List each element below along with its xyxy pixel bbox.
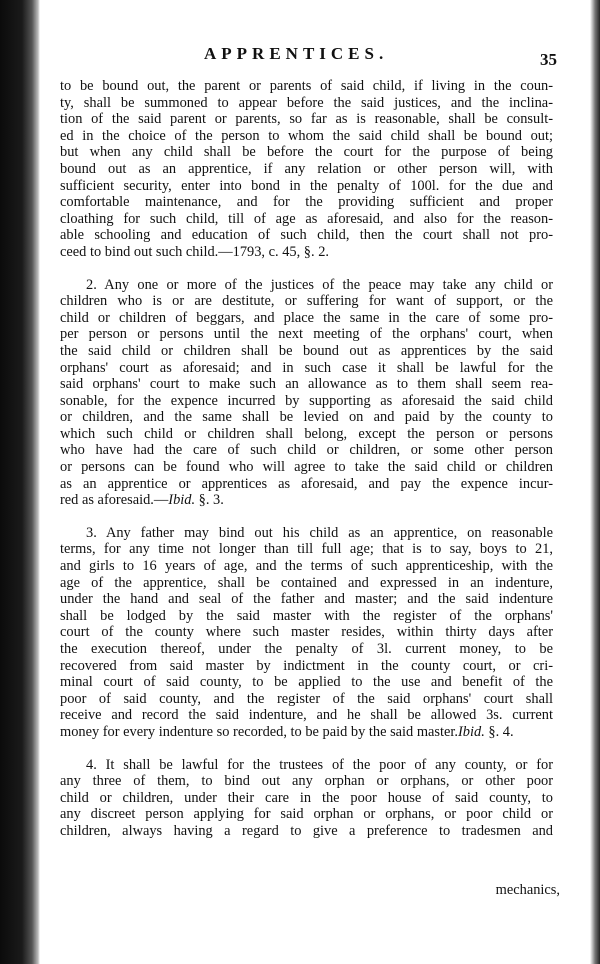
text-line: child or children, under their care in the poor house of said county, to [60,789,553,806]
page-right-shadow [590,0,600,964]
text-line: recovered from said master by indictment in the county court, or cri- [60,657,553,674]
text-line: the execution thereof, under the penalty of 3l. current money, to be [60,641,553,657]
text-line: or persons can be found who will agree to take the said child or children [60,459,553,476]
text-line: sufficient security, enter into bond in the penalty of 100l. for the due and [60,177,553,194]
text-line: under the hand and seal of the father and master; and the said indenture [60,591,553,608]
text-line: comfortable maintenance, and for the providing sufficient and proper [60,194,553,211]
text-line: who have had the care of such child or children, or some other person [60,442,553,459]
paragraph-4 [60,757,553,840]
body-text [60,78,553,856]
page-header [0,44,600,68]
text-line: minal court of said county, to be applied to the use and benefit of the [60,674,553,691]
text-line: poor of said county, and the register of the said orphans' court shall [60,690,553,707]
text-line: cloathing for such child, till of age as aforesaid, and also for the reason- [60,210,553,227]
citation-ibid: Ibid. [458,723,485,740]
text-line: age of the apprentice, shall be contained and expressed in an indenture, [60,574,553,591]
citation-section: §. 3. [195,492,224,509]
text-line: ty, shall be summoned to appear before the said justices, and the inclina- [60,94,553,111]
paragraph-3 [60,525,553,741]
paragraph-2 [60,277,553,509]
citation-section: §. 4. [484,723,514,740]
text-line: the said child or children shall be bound out as apprentices by the said [60,342,553,359]
text-line: said orphans' court to make such an allowance as to them shall seem rea- [60,376,553,393]
page-left-shadow [0,0,40,964]
text-line: or children, and the same shall be levied on and paid by the county to [60,409,553,426]
text-line: children who is or are destitute, or suffering for want of support, or the [60,293,553,310]
text-line: per person or persons until the next meeting of the orphans' court, when [60,326,553,343]
text-line: any three of them, to bind out any orphan or orphans, or other poor [60,773,553,790]
text-line: which such child or children shall belong, except the person or persons [60,425,553,442]
text-line: and girls to 16 years of age, and the terms of such apprenticeship, with the [60,558,553,575]
running-head: APPRENTICES. [204,44,389,63]
text-line: receive and record the said indenture, and he shall be allowed 3s. current [60,707,553,724]
text-line: to be bound out, the parent or parents of said child, if living in the coun- [60,78,553,94]
text-line: 4. It shall be lawful for the trustees of the poor of any county, or for [86,756,553,773]
text-line: ed in the choice of the person to whom the said child shall be bound out; [60,127,553,144]
text-line: red as aforesaid.—Ibid. §. 3. [60,492,224,509]
text-line: court of the county where such master resides, within thirty days after [60,624,553,641]
text-line: but when any child shall be before the court for the purpose of being [60,144,553,161]
text-line: ceed to bind out such child.—1793, c. 45, §. 2. [60,243,329,260]
text-line: able schooling and education of such child, then the court shall not pro- [60,227,553,244]
text-line: as an apprentice or apprentices as aforesaid, and pay the expence incur- [60,475,553,492]
text-line: money for every indenture so recorded, to be paid by the said master.Ibid. §. 4. [60,723,514,740]
text-line: child or children of beggars, and place the same in the care of some pro- [60,309,553,326]
text-line: children, always having a regard to give a preference to tradesmen and [60,822,553,839]
text-line: 3. Any father may bind out his child as an apprentice, on reasonable [86,524,553,541]
text-line: orphans' court as aforesaid; and in such case it shall be lawful for the [60,359,553,376]
text-line: any discreet person applying for said orphan or orphans, or poor child or [60,806,553,823]
text-line: shall be lodged by the said master with the register of the orphans' [60,607,553,624]
paragraph-1 [60,78,553,261]
text-line: sonable, for the expence incurred by supporting as aforesaid the said child [60,392,553,409]
text-line: terms, for any time not longer than till full age; that is to say, boys to 21, [60,541,553,558]
text-line: tion of the said parent or parents, so far as is reasonable, shall be consult- [60,111,553,128]
citation-ibid: Ibid. [168,492,196,509]
page-number: 35 [540,50,557,69]
text-line: bound out as an apprentice, if any relation or other person will, with [60,160,553,177]
catchword: mechanics, [495,882,560,898]
text-line: 2. Any one or more of the justices of the peace may take any child or [86,276,553,293]
